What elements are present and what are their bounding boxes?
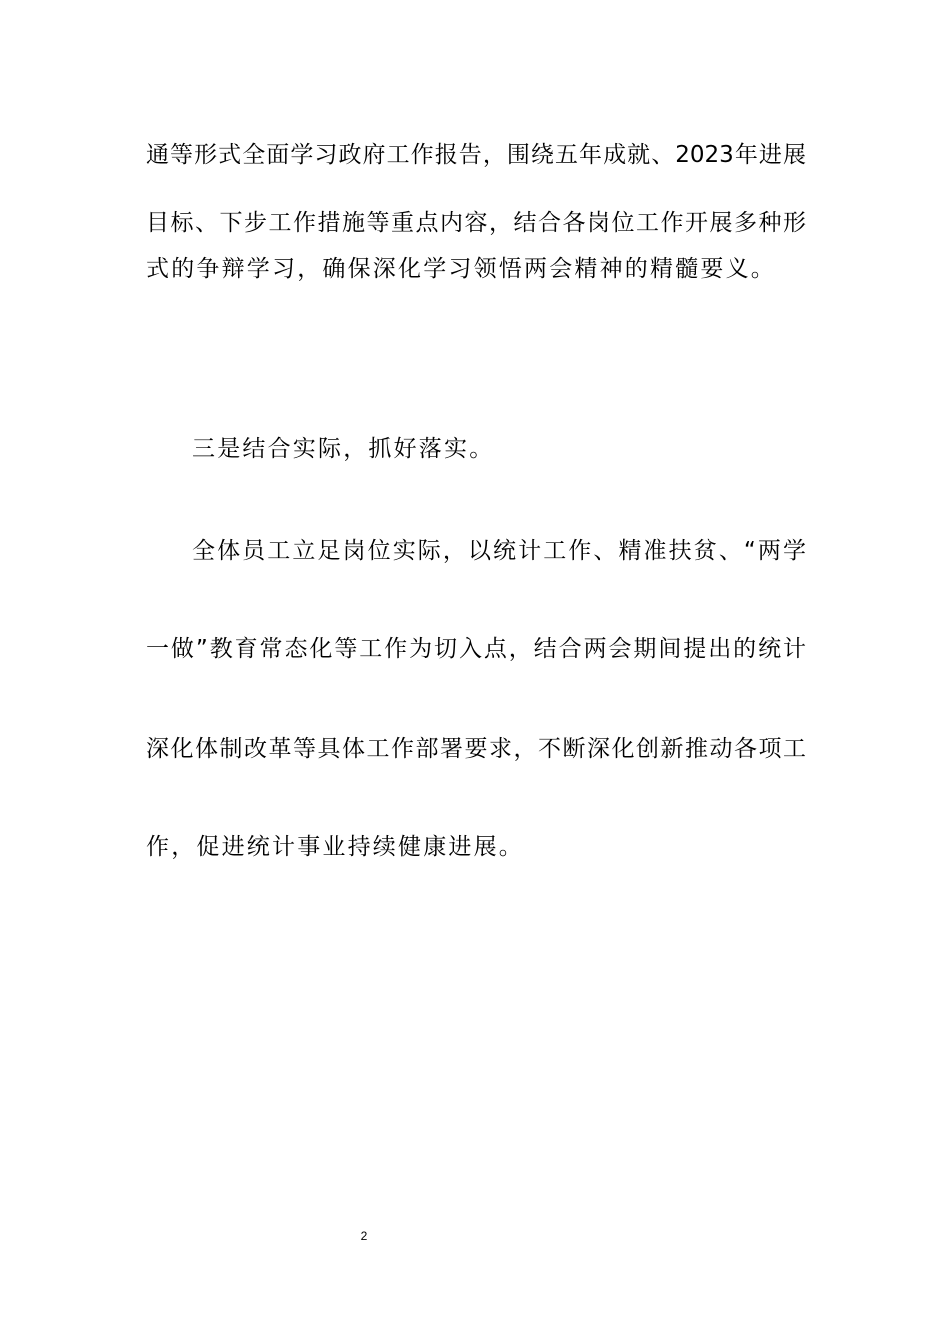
paragraph-line-6: 深化体制改革等具体工作部署要求，不断深化创新推动各项工: [146, 736, 806, 762]
paragraph-line-4: 全体员工立足岗位实际，以统计工作、精准扶贫、“两学: [192, 538, 806, 564]
paragraph-line-1: 通等形式全面学习政府工作报告，围绕五年成就、2023年进展: [146, 142, 806, 168]
paragraph-line-7: 作，促进统计事业持续健康进展。: [146, 834, 524, 860]
paragraph-line-5: 一做”教育常态化等工作为切入点，结合两会期间提出的统计: [146, 636, 806, 662]
page-number: 2: [360, 1229, 368, 1243]
paragraph-line-3: 式的争辩学习，确保深化学习领悟两会精神的精髓要义。: [146, 256, 776, 282]
paragraph-line-2: 目标、下步工作措施等重点内容，结合各岗位工作开展多种形: [146, 210, 806, 236]
section-heading: 三是结合实际，抓好落实。: [192, 436, 495, 462]
